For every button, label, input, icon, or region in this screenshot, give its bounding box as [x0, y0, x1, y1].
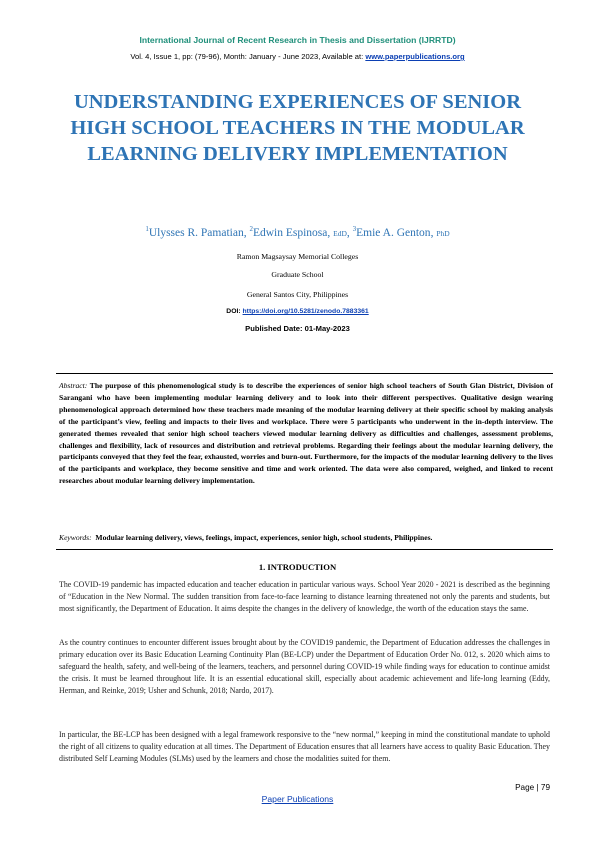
- doi-label: DOI:: [226, 308, 243, 315]
- publisher-link[interactable]: Paper Publications: [261, 794, 334, 804]
- intro-paragraph-2: As the country continues to encounter different issues brought about by the COVID19 pandemic, the Department of Education addresses the challenges in primary education over its Basic Education Learning Continuity Plan (BE-LCP) under the Department of Education Order No. 012, s. 2020 which aims to safeguard the health, safety, and well-being of the learners, teachers, and personnel during COVID-19 while finding ways for education to continue amidst the crisis. It must be learned throughout life. It is an essential educational skill, especially about academic achievement and life-long learning (Eddy, Herman, and Reinke, 2019; Usher and Schunk, 2018; Nardo, 2017).: [59, 638, 550, 695]
- author-name: Edwin Espinosa: [252, 226, 328, 239]
- author-degree: PhD: [436, 228, 450, 238]
- doi-line: [0, 308, 595, 315]
- abstract-top-rule: [56, 373, 553, 374]
- volume-info: [0, 52, 595, 61]
- doi-link[interactable]: https://doi.org/10.5281/zenodo.7883361: [242, 308, 369, 315]
- journal-title: International Journal of Recent Research in Thesis and Dissertation (IJRRTD): [139, 35, 456, 45]
- abstract-label: Abstract:: [59, 381, 88, 390]
- affiliation-location: General Santos City, Philippines: [246, 290, 349, 299]
- paper-title: UNDERSTANDING EXPERIENCES OF SENIOR HIGH SCHOOL TEACHERS IN THE MODULAR LEARNING DELIVERY IMPLEMENTATION: [70, 91, 525, 165]
- author-number: 3: [352, 225, 357, 233]
- keywords-text: Modular learning delivery, views, feelings, impact, experiences, senior high, school students, Philippines.: [95, 533, 433, 542]
- abstract-bottom-rule: [56, 549, 553, 550]
- author-number: 1: [145, 225, 149, 233]
- intro-paragraph-3: In particular, the BE-LCP has been designed with a legal framework responsive to the “new normal,” keeping in mind the constitutional mandate to uphold the right of all citizens to quality education at all times. The Department of Education ensures that all learners have access to quality Basic Education. They distributed Self Learning Modules (SLMs) used by the learners and chose the modalities suited for them.: [59, 730, 550, 763]
- author-name: Emie A. Genton: [356, 226, 431, 239]
- website-link[interactable]: www.paperpublications.org: [365, 52, 465, 61]
- intro-paragraph-1: The COVID-19 pandemic has impacted education and teacher education in particular various ways. School Year 2020 - 2021 is described as the beginning of “Education in the New Normal. The sudden transition from face-to-face learning to distance learning threatened not only the parents and students, but most significantly, the Department of Education. It aims despite the changes in the delivery of knowledge, the worth of the education stays the same.: [59, 580, 550, 613]
- abstract: [59, 380, 553, 487]
- page-number: Page | 79: [515, 783, 550, 792]
- affiliation-school: Graduate School: [271, 270, 324, 279]
- abstract-text: The purpose of this phenomenological study is to describe the experiences of senior high school teachers of South Glan District, Division of Sarangani who have been implementing modular learning delivery and to look into their different perspectives. Qualitative design wearing phenomenological approach determined how these teachers made meaning of the modular learning delivery at their specific school by making analysis of the participant’s view, feeling and impacts to their lives and workplace. There were 5 participants who underwent in the in-depth interview. The generated themes revealed that senior high school teachers viewed modular learning delivery as difficulties and challenges, assessment problems, challenges and flexibility, lack of resources and distribution and retrieval problems. Regarding their feelings about the modular learning delivery, the participants conveyed that they feel the fear, exhausted, worries and burn-out. Furthermore, for the impacts of the modular learning delivery to the lives of the participants and workplace, they become sensitive and time and work oriented. The data were also compared, weighed, and linked to recent researches about modular learning delivery implementation.: [59, 381, 553, 486]
- author-list: $^1$Ulysses R. Pamatian, $^2$Edwin Espinosa, EdD, $^3$Emie A. Genton, PhD: [145, 225, 450, 239]
- section-heading: 1. INTRODUCTION: [258, 562, 337, 572]
- volume-text: Vol. 4, Issue 1, pp: (79-96), Month: January - June 2023, Available at:: [130, 52, 366, 61]
- affiliation-institution: Ramon Magsaysay Memorial Colleges: [236, 252, 359, 261]
- keywords: [59, 533, 553, 542]
- author-degree: EdD: [333, 228, 347, 238]
- keywords-label: Keywords:: [59, 533, 92, 542]
- author-name: Ulysses R. Pamatian: [148, 226, 244, 239]
- published-date: Published Date: 01-May-2023: [245, 324, 350, 333]
- author-number: 2: [249, 225, 253, 233]
